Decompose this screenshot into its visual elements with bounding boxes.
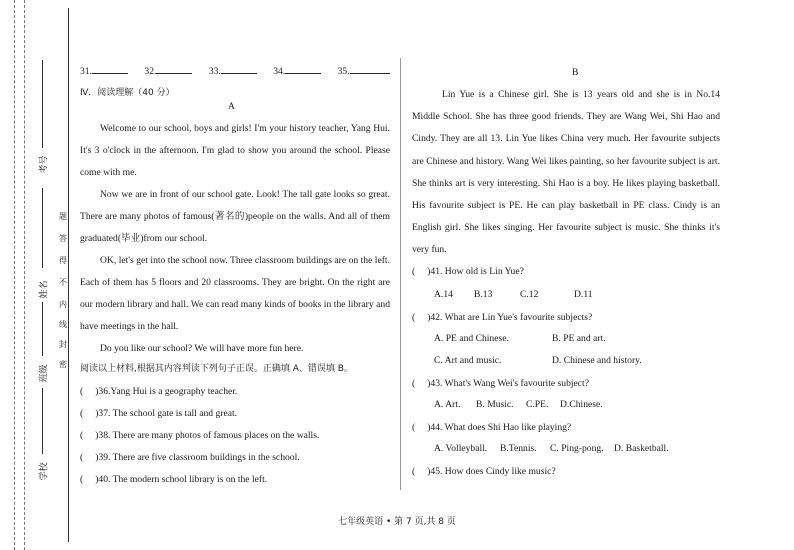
answer-box-44[interactable] xyxy=(415,420,427,430)
option[interactable]: D.Chinese. xyxy=(560,399,603,410)
school-field[interactable] xyxy=(42,388,43,454)
class-label: 班级 xyxy=(39,364,50,383)
answer-blank-35[interactable] xyxy=(350,64,390,74)
page-footer: 七年级英语 • 第 7 页,共 8 页 xyxy=(338,517,456,527)
passage-a-paragraph-2: Now we are in front of our school gate. Look! The tall gate looks so great. There are many photos of famous(著名的)people on the walls. And all of them graduated(毕业)from our school. xyxy=(80,189,390,244)
blank-label: 33. xyxy=(208,66,221,77)
cut-line-inner xyxy=(24,0,25,550)
q42-options-row-1 xyxy=(434,332,606,346)
answer-blanks-row xyxy=(80,64,390,79)
answer-box-39[interactable] xyxy=(83,450,95,460)
question-39: ( )39. There are five classroom buildings in the school. xyxy=(80,452,300,463)
question-41: ( )41. How old is Lin Yue? xyxy=(412,266,524,277)
binding-border xyxy=(68,8,69,542)
question-36-text: 36.Yang Hui is a geography teacher. xyxy=(98,386,238,397)
seal-char: 密 xyxy=(59,360,67,369)
seal-char: 线 xyxy=(59,320,67,329)
answer-box-43[interactable] xyxy=(415,376,427,386)
answer-box-42[interactable] xyxy=(415,310,427,320)
blank-label: 35. xyxy=(337,66,350,77)
name-field[interactable] xyxy=(42,188,43,268)
cut-line-outer xyxy=(14,0,15,550)
option[interactable]: C.PE. xyxy=(526,399,549,410)
passage-b-label: B xyxy=(572,67,579,78)
option[interactable]: A. Art. xyxy=(434,399,461,410)
question-37: ( )37. The school gate is tall and great. xyxy=(80,408,238,419)
passage-b-text: Lin Yue is a Chinese girl. She is 13 years old and she is in No.14 Middle School. She has three good friends. They are Wang Wei, Shi Hao and Cindy. They are all 13. Lin Yue likes China very much. Her favourite subjects are Chinese and history. Wang Wei likes painting, so her favourite subject is art. She thinks art is very interesting. Shi Hao is a boy. He likes playing basketball. His favourite subject is PE. He can play basketball in PE class. Cindy is an English girl. She likes singing. Her favourite subject is music. She thinks it's very fun. xyxy=(412,89,720,256)
question-40-text: 40. The modern school library is on the left. xyxy=(98,474,268,485)
answer-blank-32[interactable] xyxy=(156,64,192,74)
judgement-instruction: 阅读以上材料,根据其内容判读下列句子正误。正确填 A、错误填 B。 xyxy=(80,364,353,374)
question-44: ( )44. What does Shi Hao like playing? xyxy=(412,422,572,433)
passage-a-paragraph-1: Welcome to our school, boys and girls! I'm your history teacher, Yang Hui. It's 3 o'clock in the afternoon. I'm glad to show you around the school. Please come with me. xyxy=(80,123,390,178)
question-43: ( )43. What's Wang Wei's favourite subject? xyxy=(412,378,589,389)
question-42: ( )42. What are Lin Yue's favourite subjects? xyxy=(412,312,593,323)
option[interactable]: D. Chinese and history. xyxy=(552,355,642,366)
seal-char: 封 xyxy=(59,340,67,349)
answer-box-36[interactable] xyxy=(83,384,95,394)
seal-char: 得 xyxy=(59,256,67,265)
question-38-text: 38. There are many photos of famous places on the walls. xyxy=(98,430,320,441)
answer-box-41[interactable] xyxy=(415,264,427,274)
seal-char: 答 xyxy=(59,234,67,243)
option[interactable]: D. Basketball. xyxy=(614,443,669,454)
passage-a-paragraph-4: Do you like our school? We will have more fun here. xyxy=(100,343,304,354)
option[interactable]: C.12 xyxy=(520,289,539,300)
blank-label: 32. xyxy=(144,66,157,77)
question-43-text: 43. What's Wang Wei's favourite subject? xyxy=(430,378,589,389)
option[interactable]: A. Volleyball. xyxy=(434,443,488,454)
seal-char: 内 xyxy=(59,300,67,309)
exam-no-field[interactable] xyxy=(42,60,43,148)
option[interactable]: C. Ping-pong. xyxy=(550,443,604,454)
q43-options xyxy=(434,398,603,412)
answer-blank-31[interactable] xyxy=(92,64,128,74)
blank-label: 34. xyxy=(273,66,286,77)
passage-a-label: A xyxy=(228,101,235,112)
question-39-text: 39. There are five classroom buildings in the school. xyxy=(98,452,300,463)
question-42-text: 42. What are Lin Yue's favourite subjects? xyxy=(430,312,593,323)
exam-no-label: 考号 xyxy=(39,155,50,174)
option[interactable]: B. PE and art. xyxy=(552,333,606,344)
section-title: Ⅳ．阅读理解（40 分） xyxy=(80,88,175,98)
answer-box-38[interactable] xyxy=(83,428,95,438)
school-label: 学校 xyxy=(39,462,50,481)
question-36: ( )36.Yang Hui is a geography teacher. xyxy=(80,386,238,397)
q41-options xyxy=(434,288,593,302)
option[interactable]: A.14 xyxy=(434,289,453,300)
answer-box-45[interactable] xyxy=(415,464,427,474)
answer-blank-33[interactable] xyxy=(221,64,257,74)
binding-margin xyxy=(0,0,75,550)
seal-char: 不 xyxy=(59,278,67,287)
option[interactable]: B. Music. xyxy=(476,399,514,410)
option[interactable]: B.13 xyxy=(474,289,493,300)
answer-box-40[interactable] xyxy=(83,472,95,482)
name-label: 姓名 xyxy=(39,280,50,299)
question-45: ( )45. How does Cindy like music? xyxy=(412,466,556,477)
blank-label: 31. xyxy=(80,66,92,77)
q44-options xyxy=(434,442,669,456)
passage-a-paragraph-3: OK, let's get into the school now. Three classroom buildings are on the left. Each of them has 5 floors and 20 classrooms. They are bright. On the right are our modern library and hall. We can read many kinds of books in the library and have meetings in the hall. xyxy=(80,255,390,332)
question-40: ( )40. The modern school library is on the left. xyxy=(80,474,268,485)
option[interactable]: B.Tennis. xyxy=(500,443,537,454)
column-divider xyxy=(400,58,401,490)
question-37-text: 37. The school gate is tall and great. xyxy=(98,408,238,419)
option[interactable]: C. Art and music. xyxy=(434,355,502,366)
answer-box-37[interactable] xyxy=(83,406,95,416)
question-41-text: 41. How old is Lin Yue? xyxy=(430,266,524,277)
class-field[interactable] xyxy=(42,302,43,356)
question-45-text: 45. How does Cindy like music? xyxy=(430,466,556,477)
question-38: ( )38. There are many photos of famous places on the walls. xyxy=(80,430,320,441)
q42-options-row-2 xyxy=(434,354,642,368)
seal-char: 题 xyxy=(59,212,67,221)
answer-blank-34[interactable] xyxy=(285,64,321,74)
question-44-text: 44. What does Shi Hao like playing? xyxy=(430,422,572,433)
option[interactable]: A. PE and Chinese. xyxy=(434,333,509,344)
option[interactable]: D.11 xyxy=(574,289,593,300)
